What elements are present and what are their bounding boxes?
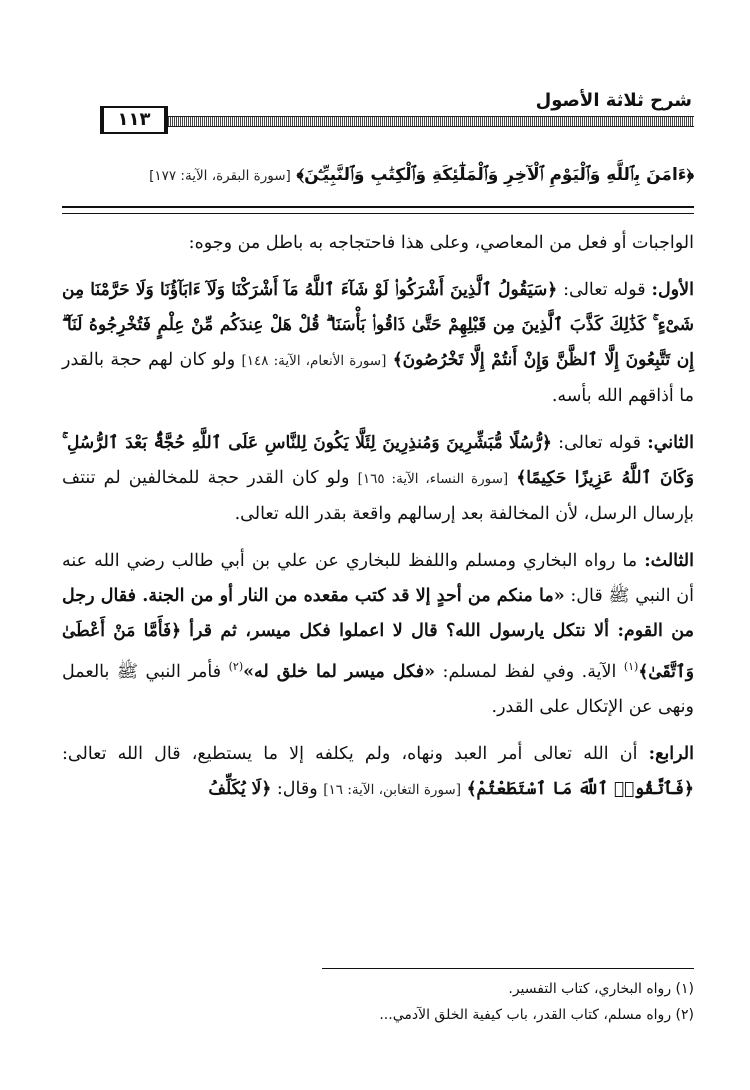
third-text1: ما رواه البخاري ومسلم واللفظ للبخاري عن علي بن أبي طالب رضي الله عنه أن النبي ﷺ قال: bbox=[62, 551, 694, 606]
third-hadith2: «فكل ميسر لما خلق له» bbox=[243, 661, 436, 682]
footnote-marker-2[interactable]: (٢) bbox=[228, 660, 244, 673]
page-number: ١١٣ bbox=[100, 106, 168, 134]
second-lead: قوله تعالى: bbox=[558, 433, 641, 453]
header-rule bbox=[164, 116, 694, 127]
first-tail: ولو كان لهم حجة بالقدر ما أذاقهم الله بأسه. bbox=[62, 350, 694, 406]
intro-paragraph: الواجبات أو فعل من المعاصي، وعلى هذا فاحتجاجه به باطل من وجوه: bbox=[188, 233, 694, 253]
carryover-verse: ﴿ءَامَنَ بِٱللَّهِ وَٱلْيَوْمِ ٱلْآخِرِ وَٱلْمَلَٰٓئِكَةِ وَٱلْكِتَٰبِ وَٱلنَّبِيِّـۧنَ﴾ bbox=[296, 165, 694, 185]
paragraph-second bbox=[62, 426, 694, 532]
page-header bbox=[64, 84, 694, 130]
third-text3: فأمر النبي ﷺ بالعمل ونهى عن الإتكال على القدر. bbox=[62, 661, 694, 717]
third-verse: ﴿فَأَمَّا مَنْ أَعْطَىٰ وَٱتَّقَىٰ﴾ bbox=[62, 621, 694, 682]
first-verse: ﴿سَيَقُولُ ٱلَّذِينَ أَشْرَكُوا۟ لَوْ شَآءَ ٱللَّهُ مَآ أَشْرَكْنَا وَلَآ ءَابَآؤُنَا وَلَا حَرَّمْنَا مِن شَىْءٍ ۚ كَذَٰلِكَ كَذَّبَ ٱلَّذِينَ مِن قَبْلِهِمْ حَتَّىٰ ذَاقُوا۟ بَأْسَنَا ۗ قُلْ هَلْ عِندَكُم مِّنْ عِلْمٍ فَتُخْرِجُوهُ لَنَآ ۖ إِن تَتَّبِعُونَ إِلَّا ٱلظَّنَّ وَإِنْ أَنتُمْ إِلَّا تَخْرُصُونَ﴾ bbox=[62, 280, 694, 370]
first-ref: [سورة الأنعام، الآية: ١٤٨] bbox=[241, 353, 387, 369]
fourth-text2: وقال: bbox=[276, 778, 318, 799]
footnote-1: (١) رواه البخاري، كتاب التفسير. bbox=[508, 981, 694, 997]
footnotes bbox=[62, 976, 694, 1028]
carryover-ref: [سورة البقرة، الآية: ١٧٧] bbox=[149, 168, 291, 184]
second-tail: ولو كان القدر حجة للمخالفين لم تنتف بإرسال الرسل، لأن المخالفة بعد إرسالهم واقعة بقدر الله تعالى. bbox=[62, 468, 694, 524]
fourth-label: الرابع: bbox=[648, 743, 694, 764]
second-label: الثاني: bbox=[647, 433, 694, 453]
third-hadith1: «ما منكم من أحدٍ إلا قد كتب مقعده من النار أو من الجنة. فقال رجل من القوم: ألا نتكل يارسول الله؟ قال لا اعملوا فكل ميسر، ثم قرأ bbox=[62, 586, 694, 641]
section-divider bbox=[62, 206, 694, 214]
first-label: الأول: bbox=[651, 280, 694, 300]
fourth-ref: [سورة التغابن، الآية: ١٦] bbox=[323, 781, 461, 798]
footnote-2: (٢) رواه مسلم، كتاب القدر، باب كيفية الخلق الآدمي... bbox=[379, 1007, 694, 1023]
paragraph-third bbox=[62, 544, 694, 725]
fourth-verse2: ﴿لَا يُكَلِّفُ bbox=[208, 778, 272, 799]
main-text bbox=[62, 226, 694, 808]
footnote-marker-1[interactable]: (١) bbox=[623, 660, 639, 673]
fourth-text1: أن الله تعالى أمر العبد ونهاه، ولم يكلفه إلا ما يستطيع، قال الله تعالى: bbox=[62, 743, 638, 764]
paragraph-fourth bbox=[62, 737, 694, 808]
footnote-separator bbox=[322, 968, 694, 969]
second-ref: [سورة النساء، الآية: ١٦٥] bbox=[357, 471, 509, 487]
first-lead: قوله تعالى: bbox=[563, 280, 646, 300]
running-title: شرح ثلاثة الأصول bbox=[535, 90, 692, 111]
paragraph-first bbox=[62, 273, 694, 414]
third-text2: الآية. وفي لفظ لمسلم: bbox=[442, 661, 617, 682]
second-verse: ﴿رُّسُلًا مُّبَشِّرِينَ وَمُنذِرِينَ لِئَلَّا يَكُونَ لِلنَّاسِ عَلَى ٱللَّهِ حُجَّةٌۢ بَعْدَ ٱلرُّسُلِ ۚ وَكَانَ ٱللَّهُ عَزِيزًا حَكِيمًا﴾ bbox=[62, 433, 694, 488]
fourth-verse1: ﴿فَٱتَّقُوا۟ ٱللَّهَ مَا ٱسْتَطَعْتُمْ﴾ bbox=[466, 778, 694, 799]
third-label: الثالث: bbox=[644, 551, 694, 571]
carryover-line bbox=[62, 160, 694, 191]
